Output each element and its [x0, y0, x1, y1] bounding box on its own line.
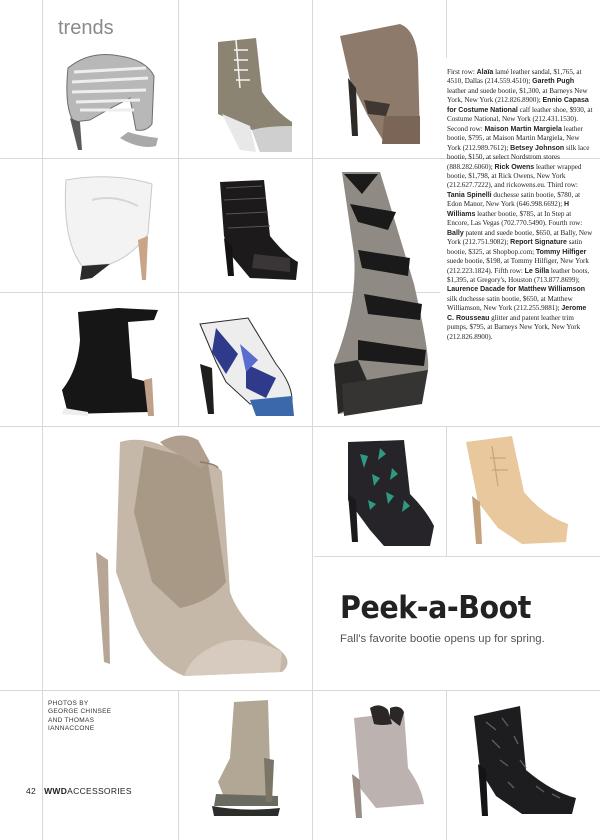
- designer-name: Gareth Pugh: [532, 78, 575, 86]
- photo-credit-line: GEORGE CHINSEE: [48, 708, 112, 716]
- shoe-photo-h-williams-bootie: [186, 304, 306, 422]
- shoe-photo-report-signature-bootie: [334, 434, 442, 552]
- designer-name: Alaïa: [476, 69, 494, 76]
- designer-name: Bally: [447, 229, 464, 237]
- credit-text: silk duchesse satin bootie, $650, at Matthew Williamson, New York (212.255.9881);: [447, 294, 573, 313]
- credit-text: calf leather shoe, $930, at Costume National, New York (212.431.1530). Second row:: [447, 105, 593, 133]
- credit-text: First row:: [447, 68, 477, 76]
- shoe-photo-bally-bootie: [60, 432, 300, 684]
- credit-text: lamé leather sandal, $1,765, at 4510, Dallas (214.559.4510);: [447, 68, 582, 86]
- photo-credit-line: AND THOMAS: [48, 716, 95, 724]
- designer-name: Maison Martin Margiela: [484, 125, 562, 133]
- credit-text: leather bootie, $795, at Maison Martin Margiela, New York (212.989.7612);: [447, 124, 583, 152]
- photo-credit-line: PHOTOS BY: [48, 700, 89, 707]
- designer-name: Tania Spinelli: [447, 191, 492, 199]
- designer-name: Ennio Capasa for Costume National: [447, 97, 589, 114]
- shoe-photo-gareth-pugh-bootie: [196, 30, 306, 156]
- photo-credit-line: IANNACCONE: [48, 725, 95, 733]
- folio: [26, 786, 132, 796]
- product-credits: [447, 68, 593, 342]
- grid-line-v: [312, 0, 313, 840]
- credit-text: leather and suede bootie, $1,300, at Barneys New York, New York (212.826.8900);: [447, 86, 588, 105]
- credit-text: leather bootie, $785, at In Step at Encore, Las Vegas (702.770.5490). Fourth row:: [447, 209, 583, 228]
- shoe-photo-betsey-johnson-lace-bootie: [190, 176, 306, 286]
- shoe-photo-costume-national-shoe: [320, 20, 440, 154]
- grid-line-h: [0, 426, 600, 427]
- headline: Peek-a-Boot: [340, 590, 531, 626]
- credit-text: glitter and patent leather trim pumps, $795, at Barneys New York, New York (212.826.8900).: [447, 313, 581, 341]
- grid-line-h: [0, 690, 600, 691]
- designer-name: Rick Owens: [494, 163, 535, 171]
- designer-name: Le Silla: [524, 267, 550, 275]
- shoe-photo-rick-owens-wrapped-bootie: [318, 164, 442, 422]
- shoe-photo-margiela-bootie: [52, 170, 164, 288]
- publication-section: ACCESSORIES: [67, 786, 132, 796]
- grid-line-v: [446, 426, 447, 556]
- designer-name: Laurence Dacade for Matthew Williamson: [447, 286, 586, 294]
- section-title: trends: [58, 17, 114, 39]
- grid-line-v: [446, 0, 447, 58]
- shoe-photo-tommy-hilfiger-bootie: [452, 432, 594, 552]
- grid-line-v: [446, 690, 447, 840]
- publication-name: WWD: [44, 786, 68, 796]
- grid-line-v: [178, 690, 179, 840]
- designer-name: Report Signature: [510, 239, 567, 247]
- grid-line-v: [42, 0, 43, 840]
- photo-credit: [48, 700, 111, 734]
- designer-name: Betsey Johnson: [510, 144, 565, 152]
- credit-text: duchesse satin bootie, $780, at Edon Manor, New York (646.998.6692);: [447, 190, 581, 209]
- designer-name: H Williams: [447, 201, 570, 218]
- shoe-photo-jerome-rousseau-pumps: [456, 700, 592, 824]
- page-number: 42: [26, 786, 37, 796]
- designer-name: Tommy Hilfiger: [535, 248, 587, 256]
- shoe-photo-le-silla-boots: [204, 698, 304, 824]
- credit-text: suede bootie, $198, at Tommy Hilfiger, New York (212.223.1824). Fifth row:: [447, 257, 589, 275]
- credit-text: silk lace bootie, $150, at select Nordstrom stores (888.282.6060);: [447, 143, 590, 171]
- subhead: Fall's favorite bootie opens up for spring.: [340, 633, 545, 645]
- designer-name: Jerome C. Rousseau: [447, 305, 587, 322]
- credit-text: satin bootie, $325, at Shopbop.com;: [447, 238, 583, 256]
- shoe-photo-matthew-williamson-bootie: [330, 704, 440, 824]
- shoe-photo-tania-spinelli-bootie: [58, 300, 170, 420]
- shoe-photo-alaia-sandal: [50, 38, 170, 156]
- grid-line-v: [178, 0, 179, 426]
- grid-line-h: [314, 556, 600, 557]
- credit-text: leather boots, $1,395, at Gregory's, Houston (713.877.8699);: [447, 266, 590, 284]
- credit-text: leather wrapped bootie, $1,798, at Rick Owens, New York (212.627.7222), and rickowens.eu. Third row:: [447, 162, 582, 190]
- credit-text: patent and suede bootie, $650, at Bally, New York (212.751.9082);: [447, 228, 593, 247]
